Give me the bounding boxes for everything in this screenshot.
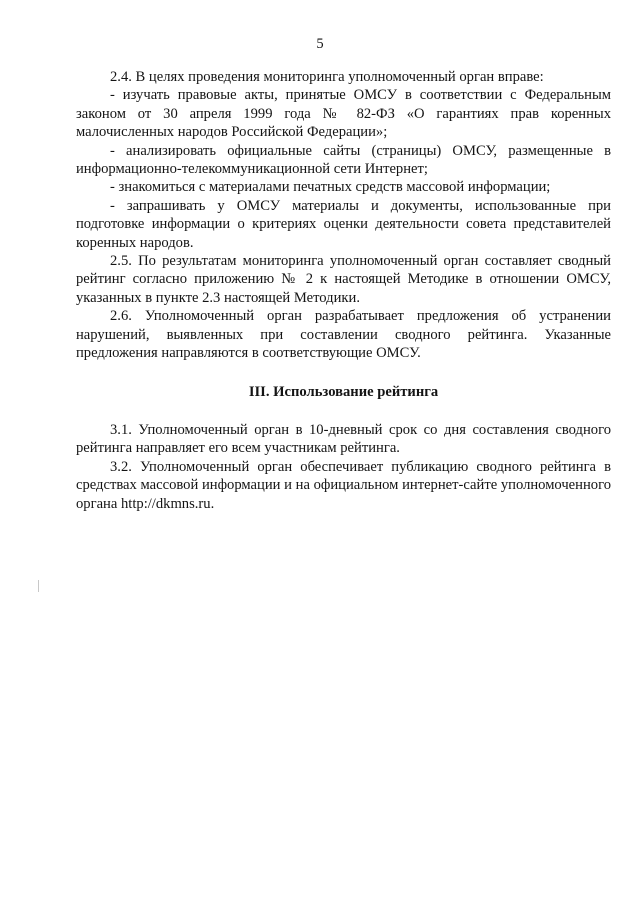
paragraph-2-4: 2.4. В целях проведения мониторинга уполномоченный орган вправе: bbox=[110, 69, 544, 85]
section-heading: III. Использование рейтинга bbox=[248, 383, 439, 400]
list-item-analyze-websites: - анализировать официальные сайты (страницы) ОМСУ, размещенные в информационно-телекоммуникационной сети Интернет; bbox=[76, 142, 611, 178]
document-body bbox=[76, 68, 611, 513]
paragraph-2-5: 2.5. По результатам мониторинга уполномоченный орган составляет сводный рейтинг согласно приложению № 2 к настоящей Методике в отношении ОМСУ, указанных в пункте 2.3 настоящей Методики. bbox=[76, 253, 611, 306]
page-number: 5 bbox=[316, 36, 324, 52]
paragraph-3-2: 3.2. Уполномоченный орган обеспечивает публикацию сводного рейтинга в средствах массовой информации и на официальном интернет-сайте уполномоченного органа http://dkmns.ru. bbox=[76, 458, 611, 512]
list-item-request-materials: - запрашивать у ОМСУ материалы и документы, использованные при подготовке информации о критериях оценки деятельности совета представителей коренных народов. bbox=[76, 197, 611, 251]
list-item-study-legal-acts: - изучать правовые акты, принятые ОМСУ в соответствии с Федеральным законом от 30 апреля 1999 года № 82-ФЗ «О гарантиях прав коренных малочисленных народов Российской Федерации»; bbox=[76, 87, 611, 141]
margin-mark bbox=[38, 580, 39, 592]
paragraph-3-1: 3.1. Уполномоченный орган в 10-дневный срок со дня составления сводного рейтинга направляет его всем участникам рейтинга. bbox=[76, 421, 611, 457]
paragraph-2-6: 2.6. Уполномоченный орган разрабатывает предложения об устранении нарушений, выявленных при составлении сводного рейтинга. Указанные предложения направляются в соответствующие ОМСУ. bbox=[76, 308, 611, 362]
list-item-read-media: - знакомиться с материалами печатных средств массовой информации; bbox=[110, 179, 551, 196]
